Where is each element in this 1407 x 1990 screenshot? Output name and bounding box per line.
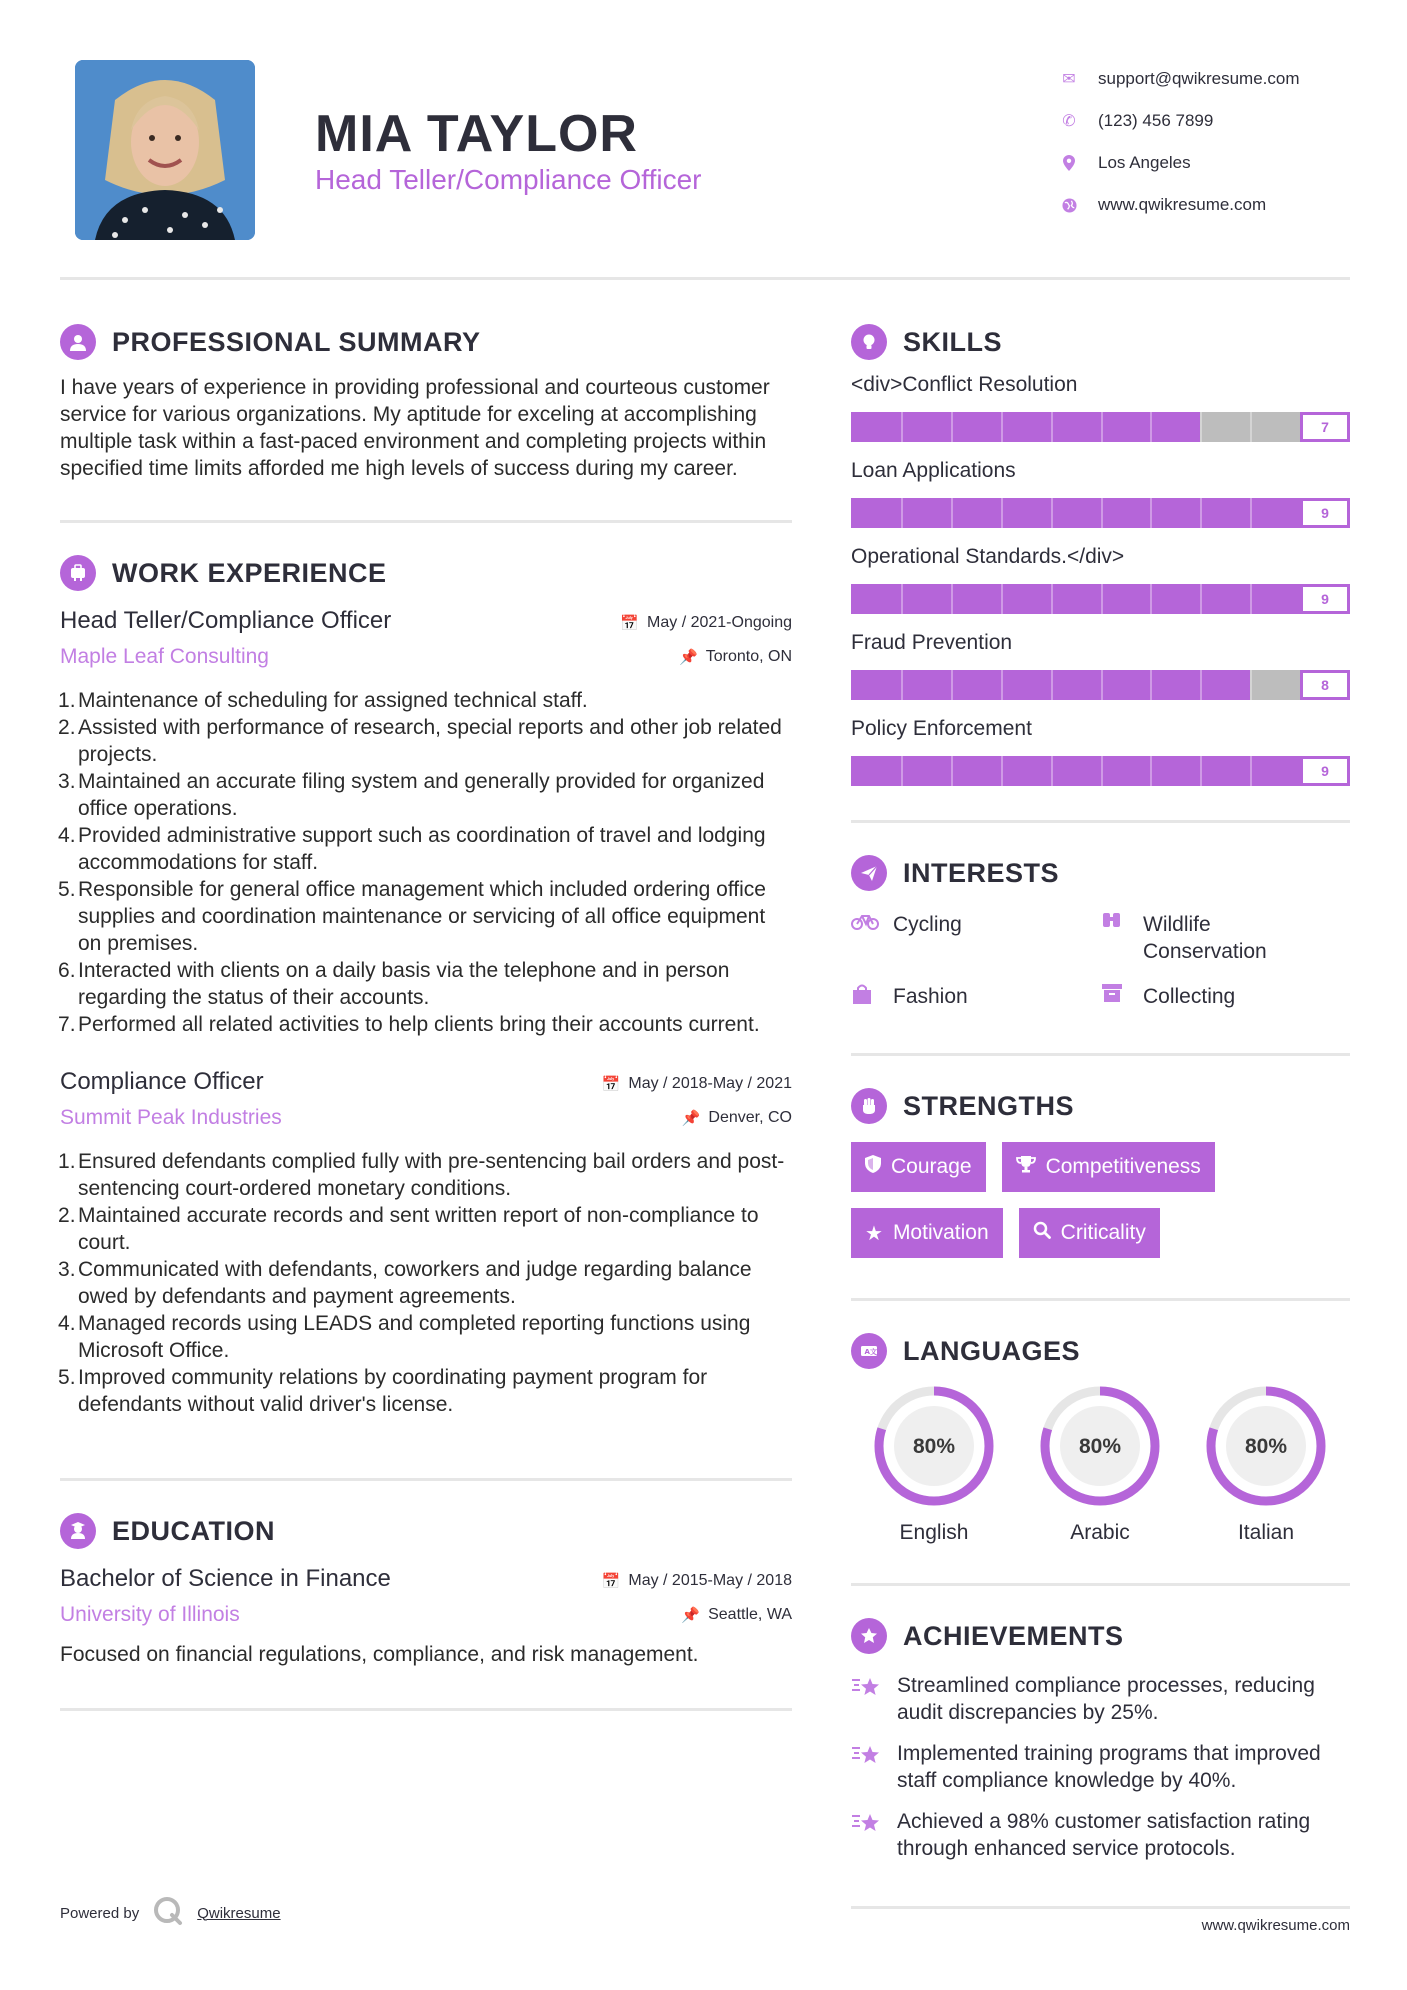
job-duties — [60, 687, 792, 1038]
contact-phone-text: (123) 456 7899 — [1098, 111, 1214, 130]
skill-fill — [851, 756, 1300, 786]
skills-title: SKILLS — [903, 326, 1003, 357]
skill-segment-divider — [1150, 584, 1152, 614]
duty-item: Performed all related activities to help clients bring their accounts current. — [78, 1013, 760, 1036]
education-text: Focused on financial regulations, compliance, and risk management. — [60, 1643, 699, 1666]
duty-item: Maintenance of scheduling for assigned technical staff. — [78, 689, 588, 712]
skill-segment-divider — [1051, 412, 1053, 442]
skill-segment-divider — [1200, 412, 1202, 442]
skill-bar — [851, 756, 1350, 786]
skill-segment-divider — [951, 756, 953, 786]
achievements-heading — [851, 1614, 1350, 1658]
summary-title: PROFESSIONAL SUMMARY — [112, 326, 481, 357]
skill-name: Policy Enforcement — [851, 717, 1032, 740]
skill-segment-divider — [1250, 670, 1252, 700]
skill-segment-divider — [1051, 756, 1053, 786]
skill-bar — [851, 670, 1350, 700]
skill-segment-divider — [951, 412, 953, 442]
skill-segment-divider — [951, 670, 953, 700]
skill-item — [851, 456, 1350, 528]
experience-title: WORK EXPERIENCE — [112, 557, 387, 588]
envelope-icon: ✉ — [1062, 71, 1076, 88]
achievement-item — [851, 1808, 1350, 1862]
language-item — [1017, 1385, 1183, 1545]
contact-email-text: support@qwikresume.com — [1098, 69, 1300, 88]
strength-chip — [1019, 1208, 1160, 1258]
skill-bar — [851, 584, 1350, 614]
shield-icon — [865, 1155, 881, 1179]
job-date — [620, 614, 792, 632]
skill-segment-divider — [1200, 756, 1202, 786]
job-location — [679, 648, 792, 666]
job-date-text: May / 2018-May / 2021 — [628, 1075, 792, 1092]
bicycle-icon — [851, 911, 879, 938]
skill-segment-divider — [1101, 584, 1103, 614]
shooting-star-icon — [851, 1672, 885, 1707]
candidate-role: Head Teller/Compliance Officer — [315, 164, 702, 195]
candidate-name: MIA TAYLOR — [315, 105, 638, 163]
strength-label: Criticality — [1060, 1221, 1146, 1244]
gauge-label: 80% — [1078, 1435, 1122, 1458]
skills-list — [851, 370, 1350, 786]
strength-chip — [851, 1208, 1003, 1258]
section-divider — [60, 1478, 792, 1481]
interest-item — [1101, 983, 1350, 1013]
skill-segment-divider — [1051, 584, 1053, 614]
skill-name: Operational Standards.</div> — [851, 545, 1125, 568]
language-gauge — [1039, 1385, 1161, 1507]
experience-heading — [60, 551, 792, 595]
footer-site — [851, 1906, 1350, 1934]
degree-title: Bachelor of Science in Finance — [60, 1565, 391, 1592]
section-divider — [60, 520, 792, 523]
duty-item: Provided administrative support such as coordination of travel and lodging accommodations for staff. — [78, 824, 766, 874]
skill-segment-divider — [1001, 412, 1003, 442]
binoculars-icon — [1101, 911, 1129, 939]
skills-heading — [851, 320, 1350, 364]
contact-website[interactable] — [1050, 184, 1370, 226]
languages-heading — [851, 1329, 1350, 1373]
graduation-icon — [60, 1513, 96, 1549]
header-divider — [60, 277, 1350, 280]
strength-label: Competitiveness — [1045, 1155, 1201, 1178]
strength-label: Motivation — [892, 1221, 989, 1244]
interest-label: Cycling — [893, 913, 962, 936]
archive-box-icon — [1101, 983, 1129, 1011]
skill-segment-divider — [901, 412, 903, 442]
duty-item: Ensured defendants complied fully with pre-sentencing bail orders and post-sentencing court-ordered monetary conditions. — [78, 1150, 785, 1200]
skill-segment-divider — [1200, 670, 1202, 700]
pushpin-icon: 📌 — [681, 1607, 701, 1624]
right-column — [851, 320, 1350, 1862]
contact-location-text: Los Angeles — [1098, 153, 1191, 172]
calendar-icon: 📅 — [601, 1573, 621, 1590]
job-date — [602, 1075, 792, 1093]
duty-item: Interacted with clients on a daily basis via the telephone and in person regarding the status of their accounts. — [78, 959, 730, 1009]
skill-segment-divider — [1200, 498, 1202, 528]
job-title: Compliance Officer — [60, 1068, 264, 1095]
language-name: English — [899, 1521, 969, 1544]
interests-heading — [851, 851, 1350, 895]
calendar-icon: 📅 — [601, 1076, 621, 1093]
skill-segment-divider — [951, 498, 953, 528]
achievements-title: ACHIEVEMENTS — [903, 1620, 1124, 1651]
gauge-label: 80% — [1244, 1435, 1288, 1458]
job-company: Maple Leaf Consulting — [60, 645, 269, 668]
paper-plane-icon — [851, 855, 887, 891]
skill-item — [851, 370, 1350, 442]
skill-segment-divider — [1001, 670, 1003, 700]
achievements-list — [851, 1672, 1350, 1862]
interest-label: Wildlife Conservation — [1143, 913, 1267, 963]
job-location-text: Denver, CO — [708, 1109, 792, 1126]
education-location — [681, 1606, 792, 1624]
left-column — [60, 320, 792, 1711]
contact-list — [1050, 58, 1370, 226]
achievement-item — [851, 1740, 1350, 1794]
achievement-text: Achieved a 98% customer satisfaction rating through enhanced service protocols. — [897, 1810, 1311, 1860]
section-divider — [851, 1053, 1350, 1056]
language-icon — [851, 1333, 887, 1369]
skill-score: 8 — [1300, 670, 1350, 700]
achievement-text: Implemented training programs that improved staff compliance knowledge by 40%. — [897, 1742, 1321, 1792]
lightbulb-icon — [851, 324, 887, 360]
education-date-text: May / 2015-May / 2018 — [628, 1572, 792, 1589]
skill-fill — [851, 498, 1300, 528]
svg-text:A: A — [864, 1348, 870, 1356]
contact-email[interactable] — [1050, 58, 1370, 100]
skill-segment-divider — [1250, 412, 1252, 442]
achievement-item — [851, 1672, 1350, 1726]
contact-phone[interactable] — [1050, 100, 1370, 142]
education-location-text: Seattle, WA — [708, 1606, 792, 1623]
skill-segment-divider — [1101, 670, 1103, 700]
skill-item — [851, 542, 1350, 614]
svg-text:文: 文 — [870, 1348, 877, 1356]
profile-photo — [75, 60, 255, 240]
languages-title: LANGUAGES — [903, 1335, 1081, 1366]
skill-bar — [851, 498, 1350, 528]
job-duties — [60, 1148, 792, 1418]
skill-segment-divider — [1051, 498, 1053, 528]
trophy-icon — [1016, 1155, 1036, 1179]
skill-segment-divider — [901, 584, 903, 614]
section-divider — [60, 1708, 792, 1711]
language-gauge — [1205, 1385, 1327, 1507]
education-title: EDUCATION — [112, 1515, 275, 1546]
job-company: Summit Peak Industries — [60, 1106, 282, 1129]
footer-powered-by — [60, 1896, 281, 1930]
user-icon — [60, 324, 96, 360]
map-pin-icon — [1050, 155, 1088, 171]
calendar-icon: 📅 — [620, 615, 640, 632]
skill-segment-divider — [901, 670, 903, 700]
education-heading — [60, 1509, 792, 1553]
duty-item: Communicated with defendants, coworkers and judge regarding balance owed by defendants and payment agreements. — [78, 1258, 752, 1308]
job-location — [682, 1109, 792, 1127]
footer-site-link[interactable]: www.qwikresume.com — [1201, 1917, 1350, 1934]
pushpin-icon: 📌 — [681, 1110, 701, 1127]
shopping-bag-icon — [851, 983, 879, 1013]
skill-segment-divider — [901, 756, 903, 786]
strengths-title: STRENGTHS — [903, 1090, 1075, 1121]
search-icon — [1033, 1221, 1051, 1245]
phone-icon: ✆ — [1062, 113, 1076, 130]
section-divider — [851, 820, 1350, 823]
duty-item: Maintained accurate records and sent written report of non-compliance to court. — [78, 1204, 759, 1254]
strength-label: Courage — [891, 1155, 972, 1178]
skill-segment-divider — [1101, 498, 1103, 528]
skill-score: 9 — [1300, 756, 1350, 786]
school-name: University of Illinois — [60, 1603, 240, 1626]
strengths-heading — [851, 1084, 1350, 1128]
skill-score: 7 — [1300, 412, 1350, 442]
skill-segment-divider — [1150, 412, 1152, 442]
duty-item: Improved community relations by coordinating payment program for defendants without valid driver's license. — [78, 1366, 708, 1416]
interests-list — [851, 911, 1350, 1013]
languages-list — [851, 1385, 1350, 1545]
language-gauge — [873, 1385, 995, 1507]
powered-by-text: Powered by — [60, 1904, 140, 1922]
language-name: Italian — [1237, 1521, 1295, 1544]
skill-segment-divider — [1101, 756, 1103, 786]
skill-fill — [851, 584, 1300, 614]
skill-segment-divider — [1250, 498, 1252, 528]
strengths-list — [851, 1142, 1271, 1258]
skill-segment-divider — [1051, 670, 1053, 700]
brand-link[interactable]: Qwikresume — [197, 1904, 281, 1922]
job-title: Head Teller/Compliance Officer — [60, 607, 392, 634]
globe-icon — [1050, 198, 1088, 213]
duty-item: Responsible for general office management which included ordering office supplies and coordination maintenance or servicing of all office equipment on premises. — [78, 878, 766, 955]
shooting-star-icon — [851, 1808, 885, 1843]
skill-bar — [851, 412, 1350, 442]
skill-item — [851, 628, 1350, 700]
skill-name: Loan Applications — [851, 459, 1016, 482]
skill-segment-divider — [951, 584, 953, 614]
language-item — [1183, 1385, 1349, 1545]
interest-item — [1101, 911, 1350, 965]
duty-item: Maintained an accurate filing system and generally provided for organized office operations. — [78, 770, 765, 820]
skill-segment-divider — [1001, 498, 1003, 528]
summary-heading — [60, 320, 792, 364]
star-icon: ★ — [865, 1222, 883, 1245]
contact-location — [1050, 142, 1370, 184]
skill-segment-divider — [1001, 756, 1003, 786]
skill-segment-divider — [1250, 584, 1252, 614]
skill-name: Fraud Prevention — [851, 631, 1013, 654]
education-entry — [60, 1565, 792, 1668]
section-divider — [851, 1298, 1350, 1301]
section-divider — [851, 1583, 1350, 1586]
education-date — [602, 1572, 792, 1590]
skill-segment-divider — [1150, 670, 1152, 700]
skill-segment-divider — [1101, 412, 1103, 442]
gauge-label: 80% — [912, 1435, 956, 1458]
strength-chip — [1002, 1142, 1215, 1192]
skill-segment-divider — [1150, 756, 1152, 786]
strength-chip — [851, 1142, 986, 1192]
fist-icon — [851, 1088, 887, 1124]
skill-segment-divider — [1250, 756, 1252, 786]
duty-item: Managed records using LEADS and completed reporting functions using Microsoft Office. — [78, 1312, 751, 1362]
briefcase-icon — [60, 555, 96, 591]
medal-icon — [851, 1618, 887, 1654]
job-date-text: May / 2021-Ongoing — [647, 614, 792, 631]
skill-segment-divider — [901, 498, 903, 528]
interest-label: Fashion — [893, 985, 968, 1008]
job-entry — [60, 607, 792, 1038]
job-location-text: Toronto, ON — [705, 648, 792, 665]
shooting-star-icon — [851, 1740, 885, 1775]
language-item — [851, 1385, 1017, 1545]
duty-item: Assisted with performance of research, special reports and other job related projects. — [78, 716, 782, 766]
interest-item — [851, 911, 1101, 965]
skill-name: <div>Conflict Resolution — [851, 373, 1078, 396]
skill-score: 9 — [1300, 584, 1350, 614]
interest-label: Collecting — [1143, 985, 1236, 1008]
skill-fill — [851, 412, 1200, 442]
skill-segment-divider — [1150, 498, 1152, 528]
summary-text: I have years of experience in providing professional and courteous customer service for various organizations. My aptitude for exceling at accomplishing multiple task within a fast-paced environment and completing projects within specified time limits afforded me high levels of success during my career. — [60, 376, 770, 480]
qwikresume-logo-icon — [153, 1896, 183, 1930]
interest-item — [851, 983, 1101, 1013]
pushpin-icon: 📌 — [679, 649, 698, 666]
job-entry — [60, 1068, 792, 1418]
skill-item — [851, 714, 1350, 786]
contact-website-text: www.qwikresume.com — [1098, 195, 1267, 214]
interests-title: INTERESTS — [903, 857, 1060, 888]
skill-segment-divider — [1001, 584, 1003, 614]
skill-segment-divider — [1200, 584, 1202, 614]
skill-score: 9 — [1300, 498, 1350, 528]
language-name: Arabic — [1070, 1521, 1130, 1544]
achievement-text: Streamlined compliance processes, reducing audit discrepancies by 25%. — [897, 1674, 1315, 1724]
